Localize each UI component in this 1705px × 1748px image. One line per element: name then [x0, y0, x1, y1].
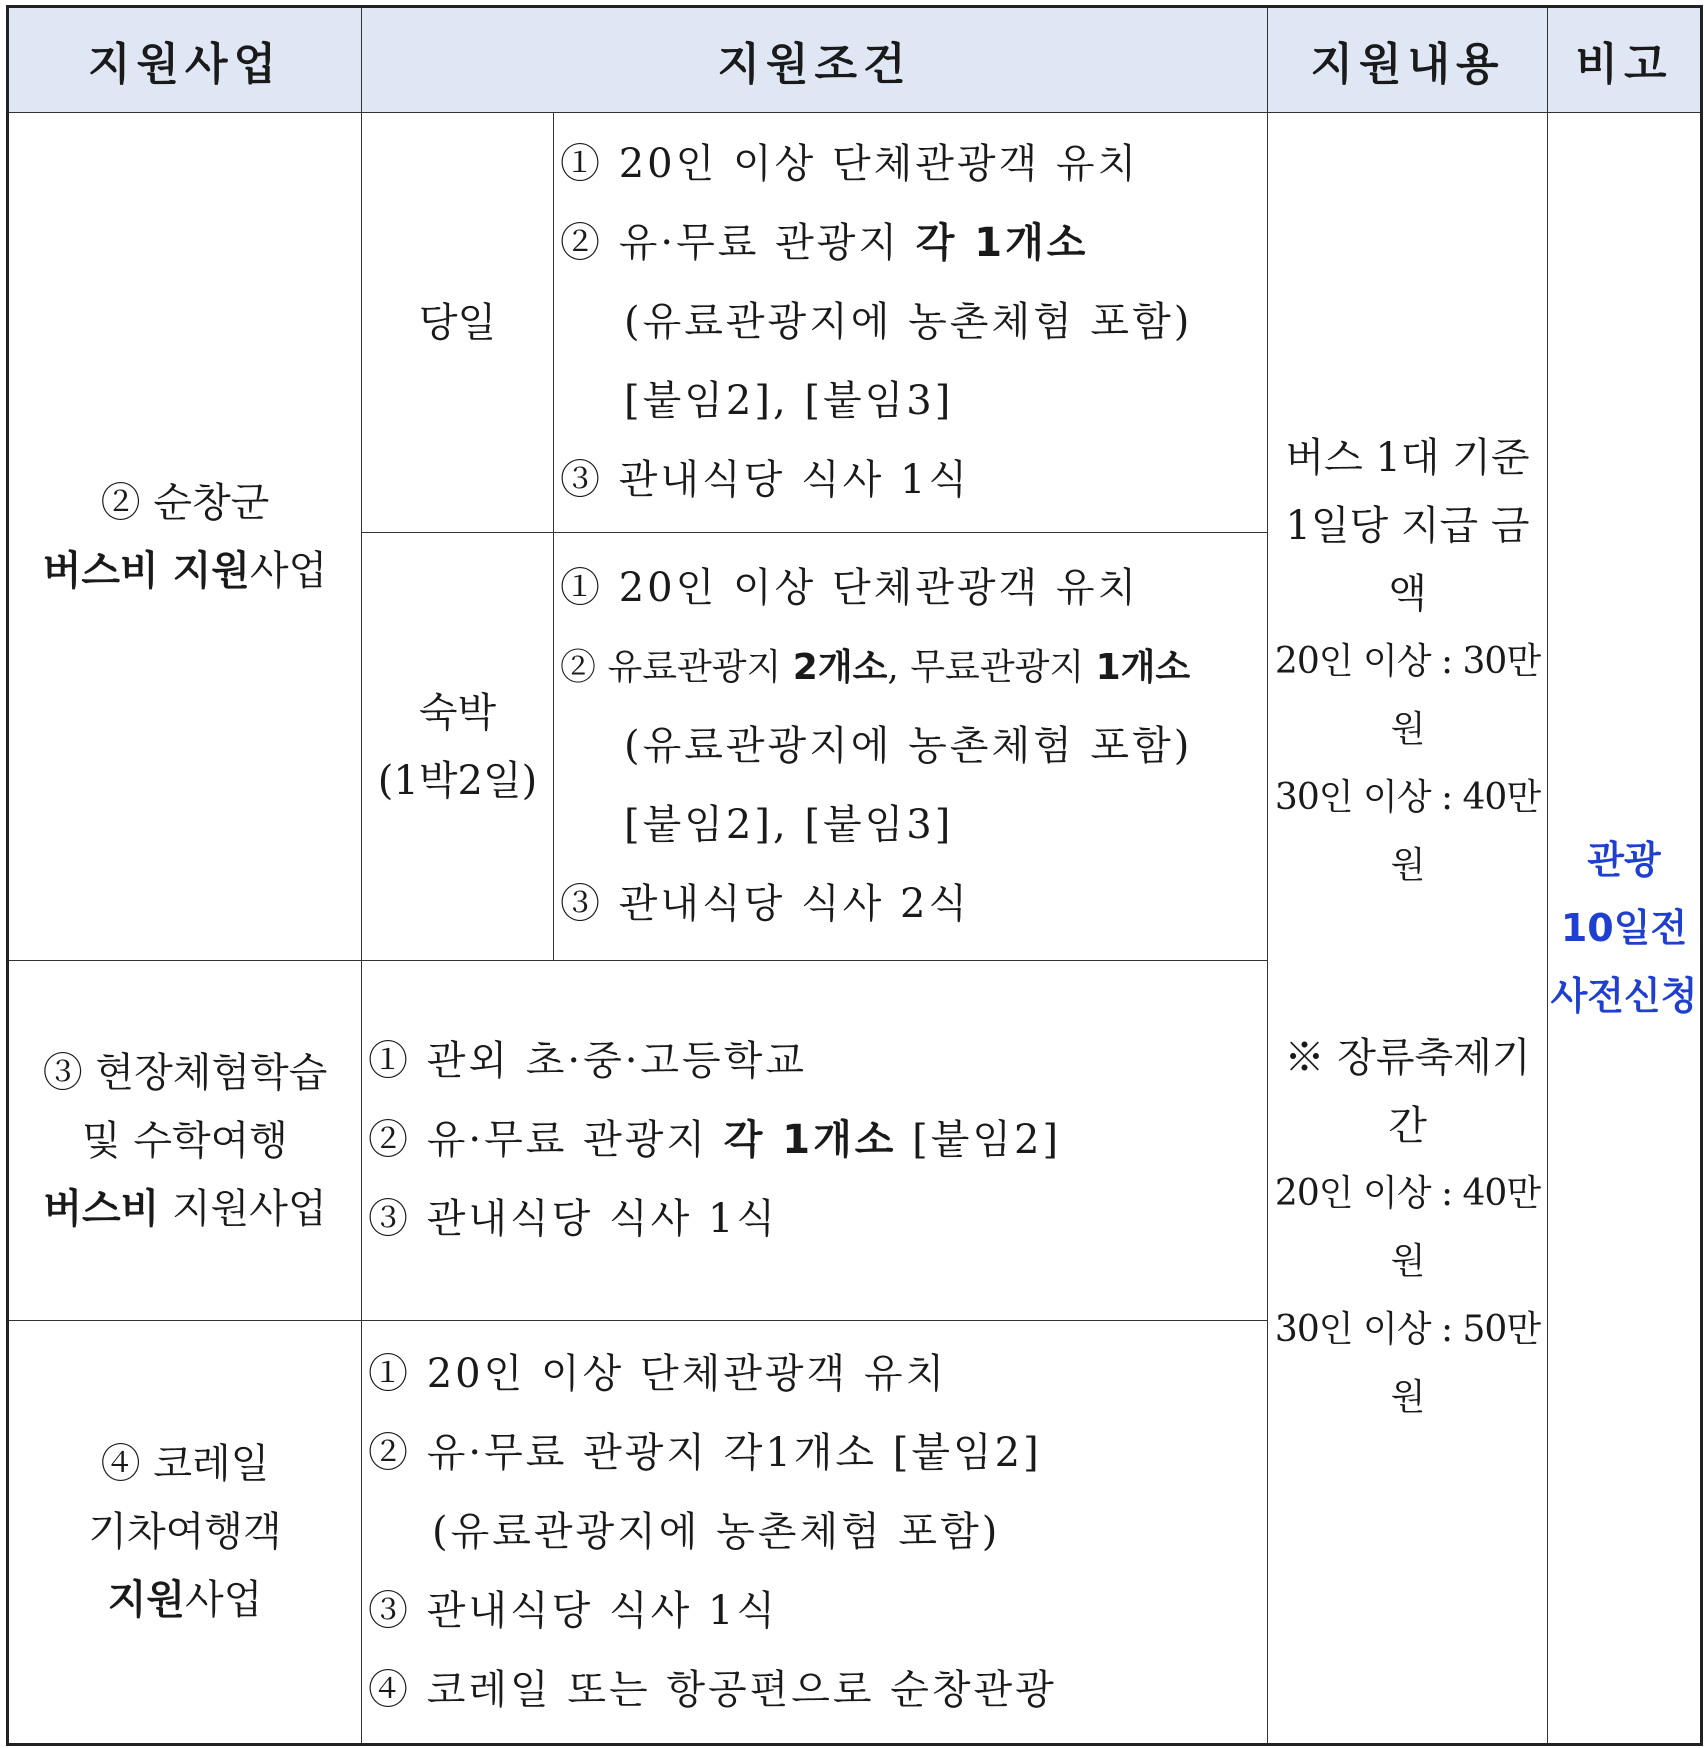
- condition-line: ① 20인 이상 단체관광객 유치: [560, 141, 1140, 187]
- condition-text: , 무료관광지: [887, 647, 1096, 688]
- rail-conditions: [362, 1321, 1268, 1745]
- overnight-label: [362, 533, 554, 961]
- condition-subline: (유료관광지에 농촌체험 포함): [432, 1508, 1001, 1555]
- content-amount: 30인 이상 : 40만원: [1274, 777, 1541, 886]
- bus-program-line1: ② 순창군: [100, 479, 270, 526]
- festival-amount: 30인 이상 : 50만원: [1274, 1309, 1541, 1418]
- overnight-conditions: [554, 533, 1268, 961]
- rail-program-bold: 지원: [107, 1577, 185, 1623]
- condition-line: ② 유·무료 관광지 각1개소 [붙임2]: [368, 1429, 1042, 1476]
- table-header-row: [8, 7, 1702, 113]
- condition-ref: [붙임2], [붙임3]: [624, 802, 954, 848]
- condition-ref: [붙임2], [붙임3]: [624, 378, 954, 424]
- condition-subline: (유료관광지에 농촌체험 포함): [624, 299, 1193, 345]
- field-program-rest: 지원사업: [159, 1185, 327, 1232]
- condition-bold: 각 1개소: [915, 220, 1089, 266]
- condition-bold: 1개소: [1095, 647, 1191, 688]
- condition-line: ③ 관내식당 식사 1식: [368, 1587, 779, 1634]
- note-line: 10일전: [1560, 906, 1688, 950]
- note-line: 관광: [1587, 838, 1661, 882]
- rail-program-line2: 기차여행객: [88, 1509, 282, 1555]
- header-condition: 지원조건: [362, 7, 1268, 113]
- condition-line: ① 관외 초·중·고등학교: [368, 1038, 807, 1084]
- festival-amount: 20인 이상 : 40만원: [1274, 1173, 1541, 1282]
- header-program: 지원사업: [8, 7, 362, 113]
- overnight-label-line1: 숙박: [418, 689, 497, 736]
- day-trip-label: 당일: [362, 113, 554, 533]
- field-program-line3: [9, 1175, 361, 1243]
- table-row: [8, 113, 1702, 533]
- support-content-cell: [1268, 113, 1548, 1745]
- field-conditions: [362, 961, 1268, 1321]
- bus-program-rest: 사업: [249, 547, 328, 594]
- rail-program-line1: ④ 코레일: [100, 1441, 270, 1487]
- bus-program-name: [8, 113, 362, 961]
- condition-line: ③ 관내식당 식사 1식: [368, 1196, 779, 1242]
- festival-title: ※ 장류축제기간: [1284, 1035, 1531, 1149]
- condition-subline: (유료관광지에 농촌체험 포함): [624, 723, 1193, 769]
- condition-line: ① 20인 이상 단체관광객 유치: [560, 565, 1140, 611]
- condition-line: ① 20인 이상 단체관광객 유치: [368, 1350, 948, 1397]
- field-program-line2: 및 수학여행: [82, 1117, 288, 1164]
- bus-program-line2: [9, 537, 361, 605]
- rail-program-rest: 사업: [185, 1577, 263, 1623]
- rail-program-name: [8, 1321, 362, 1745]
- field-program-bold: 버스비: [43, 1185, 160, 1232]
- condition-text: ② 유·무료 관광지: [368, 1117, 724, 1163]
- overnight-label-line2: (1박2일): [377, 757, 538, 804]
- content-spacer: [1268, 900, 1547, 1024]
- content-line: 버스 1대 기준: [1285, 435, 1530, 481]
- support-program-table: [6, 5, 1703, 1746]
- condition-text: [붙임2]: [896, 1117, 1062, 1163]
- note-cell: [1548, 113, 1702, 1745]
- rail-program-line3: [9, 1566, 361, 1634]
- bus-program-bold: 버스비 지원: [42, 547, 250, 594]
- header-content: 지원내용: [1268, 7, 1548, 113]
- content-line: 1일당 지급 금액: [1285, 503, 1530, 617]
- condition-line: ③ 관내식당 식사 1식: [560, 457, 971, 503]
- note-line: 사전신청: [1550, 974, 1698, 1018]
- day-trip-conditions: [554, 113, 1268, 533]
- field-program-line1: ③ 현장체험학습: [42, 1049, 328, 1096]
- condition-text: ② 유·무료 관광지: [560, 220, 916, 266]
- condition-line: [560, 204, 1267, 283]
- condition-line: [560, 628, 1267, 707]
- header-note: 비고: [1548, 7, 1702, 113]
- condition-line: [368, 1101, 1267, 1180]
- condition-text: ② 유료관광지: [560, 647, 793, 688]
- content-amount: 20인 이상 : 30만원: [1274, 641, 1541, 750]
- condition-line: ③ 관내식당 식사 2식: [560, 881, 971, 927]
- condition-bold: 2개소: [792, 647, 888, 688]
- condition-bold: 각 1개소: [723, 1117, 897, 1163]
- condition-line: ④ 코레일 또는 항공편으로 순창관광: [368, 1666, 1057, 1713]
- field-program-name: [8, 961, 362, 1321]
